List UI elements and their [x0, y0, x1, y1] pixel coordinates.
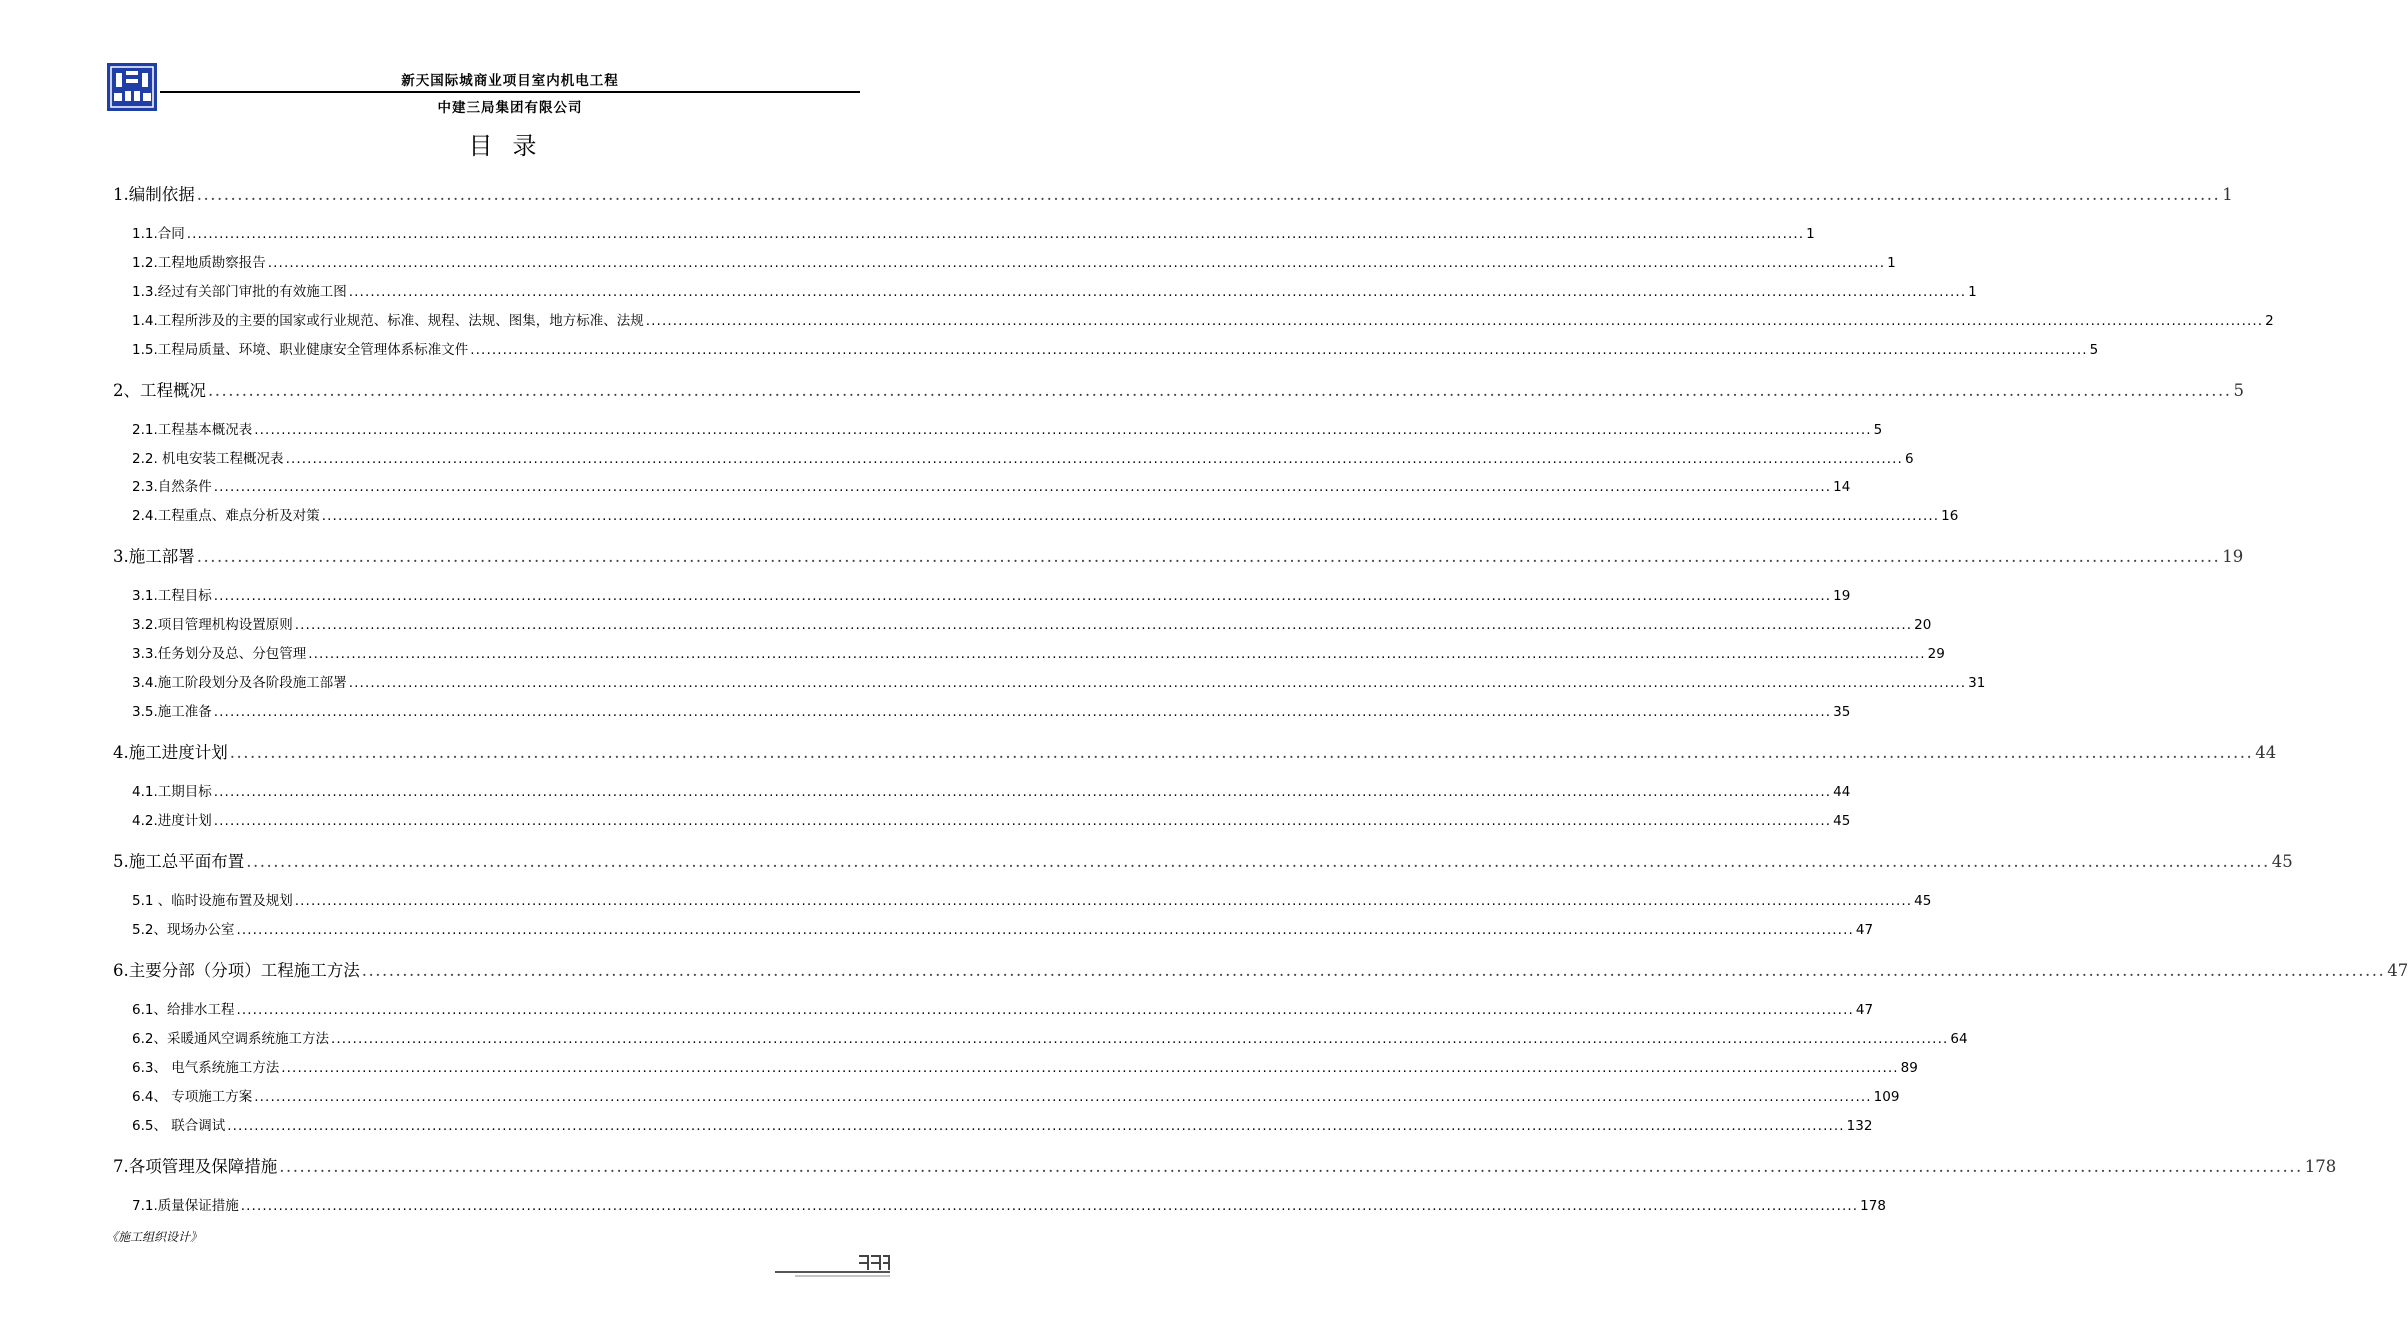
toc-dot-leader: ............................................................................................................................................................................................................................................................................................................ [236, 922, 1854, 938]
toc-dot-leader: ............................................................................................................................................................................................................................................................................................................ [321, 508, 1940, 524]
toc-dot-leader: ............................................................................................................................................................................................................................................................................................................ [281, 1060, 1899, 1076]
toc-dot-leader: ............................................................................................................................................................................................................................................................................................................ [294, 617, 1913, 633]
toc-entry-page-number: 44 [1833, 784, 1851, 800]
toc-dot-leader: ............................................................................................................................................................................................................................................................................................................ [213, 704, 1832, 720]
toc-entry-title: 7.各项管理及保障措施 [113, 1157, 278, 1176]
toc-entry-title: 1.5.工程局质量、环境、职业健康安全管理体系标准文件 [132, 342, 469, 358]
toc-entry-title: 1.4.工程所涉及的主要的国家或行业规范、标准、规程、法规、图集，地方标准、法规 [132, 313, 644, 329]
toc-subsection-entry[interactable] [132, 642, 1945, 662]
toc-subsection-entry[interactable] [132, 447, 1914, 467]
toc-dot-leader: ............................................................................................................................................................................................................................................................................................................ [645, 313, 2264, 329]
toc-subsection-entry[interactable] [132, 1056, 1918, 1076]
toc-entry-page-number: 31 [1968, 675, 1986, 691]
toc-dot-leader: ............................................................................................................................................................................................................................................................................................................ [229, 743, 2254, 762]
toc-entry-page-number: 45 [1914, 893, 1932, 909]
toc-dot-leader: ............................................................................................................................................................................................................................................................................................................ [285, 451, 1903, 467]
toc-entry-page-number: 5 [2233, 381, 2244, 400]
toc-entry-title: 5.1 、临时设施布置及规划 [132, 893, 293, 909]
footer-decoration-icon [775, 1252, 890, 1282]
toc-entry-page-number: 20 [1914, 617, 1932, 633]
toc-subsection-entry[interactable] [132, 475, 1851, 495]
toc-entry-title: 6.3、 电气系统施工方法 [132, 1060, 280, 1076]
header-project-name: 新天国际城商业项目室内机电工程 [401, 73, 619, 89]
toc-entry-page-number: 1 [1887, 255, 1896, 271]
toc-entry-title: 5.2、现场办公室 [132, 922, 235, 938]
toc-dot-leader: ............................................................................................................................................................................................................................................................................................................ [279, 1157, 2303, 1176]
toc-entry-title: 3.2.项目管理机构设置原则 [132, 617, 293, 633]
toc-entry-title: 2.4.工程重点、难点分析及对策 [132, 508, 320, 524]
toc-subsection-entry[interactable] [132, 671, 1986, 691]
toc-dot-leader: ............................................................................................................................................................................................................................................................................................................ [213, 784, 1832, 800]
toc-entry-title: 2.3.自然条件 [132, 479, 212, 495]
toc-dot-leader: ............................................................................................................................................................................................................................................................................................................ [361, 961, 2386, 980]
toc-entry-page-number: 132 [1846, 1118, 1873, 1134]
toc-dot-leader: ............................................................................................................................................................................................................................................................................................................ [348, 284, 1967, 300]
toc-dot-leader: ............................................................................................................................................................................................................................................................................................................ [213, 588, 1832, 604]
toc-subsection-entry[interactable] [132, 584, 1851, 604]
toc-entry-title: 3.5.施工准备 [132, 704, 212, 720]
header-company-name: 中建三局集团有限公司 [437, 100, 583, 116]
toc-entry-title: 4.2.进度计划 [132, 813, 212, 829]
toc-dot-leader: ............................................................................................................................................................................................................................................................................................................ [330, 1031, 1949, 1047]
toc-subsection-entry[interactable] [132, 338, 2099, 358]
toc-entry-page-number: 14 [1833, 479, 1851, 495]
toc-entry-page-number: 45 [2271, 852, 2293, 871]
toc-entry-title: 4.施工进度计划 [113, 743, 228, 762]
footer-document-name: 《施工组织设计》 [106, 1230, 203, 1244]
toc-entry-page-number: 64 [1950, 1031, 1968, 1047]
toc-subsection-entry[interactable] [132, 1114, 1873, 1134]
toc-dot-leader: ............................................................................................................................................................................................................................................................................................................ [254, 1089, 1872, 1105]
toc-subsection-entry[interactable] [132, 222, 1815, 242]
toc-dot-leader: ............................................................................................................................................................................................................................................................................................................ [213, 479, 1832, 495]
toc-section-entry[interactable] [113, 1153, 2337, 1177]
toc-dot-leader: ............................................................................................................................................................................................................................................................................................................ [208, 381, 2232, 400]
toc-entry-page-number: 1 [2222, 185, 2233, 204]
toc-subsection-entry[interactable] [132, 613, 1932, 633]
toc-entry-title: 2、工程概况 [113, 381, 206, 400]
toc-subsection-entry[interactable] [132, 1027, 1968, 1047]
toc-entry-title: 4.1.工期目标 [132, 784, 212, 800]
toc-section-entry[interactable] [113, 848, 2293, 872]
toc-entry-title: 6.2、采暖通风空调系统施工方法 [132, 1031, 329, 1047]
toc-entry-title: 6.4、 专项施工方案 [132, 1089, 253, 1105]
toc-entry-page-number: 16 [1941, 508, 1959, 524]
toc-subsection-entry[interactable] [132, 418, 1883, 438]
toc-entry-page-number: 45 [1833, 813, 1851, 829]
toc-entry-page-number: 5 [1873, 422, 1883, 438]
toc-entry-page-number: 178 [1860, 1198, 1886, 1214]
toc-subsection-entry[interactable] [132, 700, 1851, 720]
toc-entry-title: 1.编制依据 [113, 185, 195, 204]
toc-subsection-entry[interactable] [132, 1085, 1900, 1105]
toc-subsection-entry[interactable] [132, 889, 1932, 909]
toc-dot-leader: ............................................................................................................................................................................................................................................................................................................ [227, 1118, 1845, 1134]
toc-entry-page-number: 89 [1900, 1060, 1918, 1076]
toc-entry-page-number: 19 [2222, 547, 2244, 566]
toc-entry-page-number: 44 [2255, 743, 2277, 762]
toc-entry-title: 7.1.质量保证措施 [132, 1198, 239, 1214]
toc-dot-leader: ............................................................................................................................................................................................................................................................................................................ [196, 547, 2221, 566]
toc-dot-leader: ............................................................................................................................................................................................................................................................................................................ [246, 852, 2270, 871]
toc-subsection-entry[interactable] [132, 309, 2274, 329]
toc-entry-title: 6.5、 联合调试 [132, 1118, 226, 1134]
toc-section-entry[interactable] [113, 181, 2233, 205]
toc-entry-page-number: 47 [2387, 961, 2408, 980]
toc-subsection-entry[interactable] [132, 280, 1977, 300]
toc-subsection-entry[interactable] [132, 504, 1959, 524]
toc-entry-page-number: 1 [1968, 284, 1977, 300]
toc-subsection-entry[interactable] [132, 1194, 1886, 1214]
toc-entry-page-number: 109 [1873, 1089, 1900, 1105]
toc-subsection-entry[interactable] [132, 251, 1896, 271]
toc-entry-page-number: 1 [1806, 226, 1815, 242]
toc-dot-leader: ............................................................................................................................................................................................................................................................................................................ [308, 646, 1926, 662]
toc-subsection-entry[interactable] [132, 780, 1851, 800]
toc-entry-title: 6.1、给排水工程 [132, 1002, 235, 1018]
toc-dot-leader: ............................................................................................................................................................................................................................................................................................................ [294, 893, 1913, 909]
toc-dot-leader: ............................................................................................................................................................................................................................................................................................................ [267, 255, 1886, 271]
toc-entry-page-number: 47 [1855, 922, 1874, 938]
toc-entry-title: 3.1.工程目标 [132, 588, 212, 604]
toc-entry-title: 3.3.任务划分及总、分包管理 [132, 646, 307, 662]
toc-dot-leader: ............................................................................................................................................................................................................................................................................................................ [254, 422, 1872, 438]
toc-dot-leader: ............................................................................................................................................................................................................................................................................................................ [470, 342, 2088, 358]
toc-dot-leader: ............................................................................................................................................................................................................................................................................................................ [348, 675, 1967, 691]
toc-entry-page-number: 5 [2089, 342, 2099, 358]
toc-dot-leader: ............................................................................................................................................................................................................................................................................................................ [240, 1198, 1859, 1214]
toc-entry-title: 3.4.施工阶段划分及各阶段施工部署 [132, 675, 347, 691]
toc-subsection-entry[interactable] [132, 998, 1874, 1018]
toc-section-entry[interactable] [113, 739, 2277, 763]
toc-entry-page-number: 19 [1833, 588, 1851, 604]
toc-entry-page-number: 29 [1927, 646, 1945, 662]
toc-entry-page-number: 178 [2304, 1157, 2337, 1176]
toc-entry-title: 1.3.经过有关部门审批的有效施工图 [132, 284, 347, 300]
toc-entry-title: 6.主要分部（分项）工程施工方法 [113, 961, 360, 980]
toc-dot-leader: ............................................................................................................................................................................................................................................................................................................ [213, 813, 1832, 829]
toc-entry-page-number: 47 [1855, 1002, 1874, 1018]
toc-entry-title: 5.施工总平面布置 [113, 852, 245, 871]
toc-entry-title: 1.2.工程地质勘察报告 [132, 255, 266, 271]
toc-entry-title: 2.1.工程基本概况表 [132, 422, 253, 438]
toc-section-entry[interactable] [113, 543, 2244, 567]
toc-entry-title: 2.2. 机电安装工程概况表 [132, 451, 284, 467]
toc-section-entry[interactable] [113, 377, 2244, 401]
toc-subsection-entry[interactable] [132, 809, 1851, 829]
toc-section-entry[interactable] [113, 957, 2408, 981]
toc-dot-leader: ............................................................................................................................................................................................................................................................................................................ [186, 226, 1805, 242]
toc-entry-page-number: 2 [2265, 313, 2274, 329]
toc-entry-page-number: 6 [1904, 451, 1914, 467]
toc-entry-page-number: 35 [1833, 704, 1851, 720]
toc-dot-leader: ............................................................................................................................................................................................................................................................................................................ [196, 185, 2221, 204]
toc-subsection-entry[interactable] [132, 918, 1874, 938]
toc-entry-title: 3.施工部署 [113, 547, 195, 566]
toc-entry-title: 1.1.合同 [132, 226, 185, 242]
toc-dot-leader: ............................................................................................................................................................................................................................................................................................................ [236, 1002, 1854, 1018]
toc-title: 目录 [468, 132, 557, 160]
